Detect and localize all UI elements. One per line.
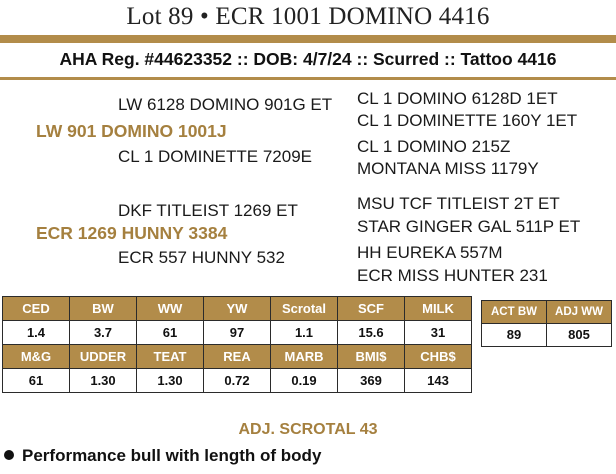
actual-value-row (482, 324, 612, 347)
epd-value-teat: 1.30 (137, 369, 204, 393)
pedigree-ddd: ECR MISS HUNTER 231 (357, 266, 548, 285)
epd-value-chb: 143 (405, 369, 472, 393)
epd-header-scrotal: Scrotal (271, 297, 338, 321)
note-text: Performance bull with length of body (22, 446, 322, 465)
title-rule (0, 35, 616, 43)
epd-header-udder: UDDER (70, 345, 137, 369)
bullet-icon (4, 450, 14, 460)
actual-weights-table (481, 300, 612, 347)
actual-value-adj-ww: 805 (547, 324, 612, 347)
epd-value-milk: 31 (405, 321, 472, 345)
epd-value-rea: 0.72 (204, 369, 271, 393)
epd-header-mg: M&G (3, 345, 70, 369)
epd-value-ww: 61 (137, 321, 204, 345)
actual-header-act-bw: ACT BW (482, 301, 547, 324)
adj-scrotal: ADJ. SCROTAL 43 (238, 421, 378, 438)
pedigree-sdd: MONTANA MISS 1179Y (357, 159, 539, 178)
epd-header-teat: TEAT (137, 345, 204, 369)
epd-value-scrotal: 1.1 (271, 321, 338, 345)
epd-header-row-1 (3, 297, 472, 321)
epd-value-row-2 (3, 369, 472, 393)
epd-header-ced: CED (3, 297, 70, 321)
registration-rule (0, 77, 616, 80)
epd-header-rea: REA (204, 345, 271, 369)
pedigree-sds: CL 1 DOMINO 215Z (357, 137, 511, 156)
pedigree-ssd: CL 1 DOMINETTE 160Y 1ET (357, 111, 578, 130)
epd-header-scf: SCF (338, 297, 405, 321)
epd-header-milk: MILK (405, 297, 472, 321)
pedigree-sire-sire: LW 6128 DOMINO 901G ET (118, 95, 333, 114)
pedigree-dds: HH EUREKA 557M (357, 243, 503, 262)
actual-header-row (482, 301, 612, 324)
epd-value-mg: 61 (3, 369, 70, 393)
epd-value-marb: 0.19 (271, 369, 338, 393)
epd-value-bw: 3.7 (70, 321, 137, 345)
epd-header-marb: MARB (271, 345, 338, 369)
actual-value-act-bw: 89 (482, 324, 547, 347)
epd-header-bw: BW (70, 297, 137, 321)
pedigree-dsd: STAR GINGER GAL 511P ET (357, 217, 581, 236)
epd-value-ced: 1.4 (3, 321, 70, 345)
epd-value-bmi: 369 (338, 369, 405, 393)
pedigree-dam-sire: DKF TITLEIST 1269 ET (118, 201, 298, 220)
epd-value-row-1 (3, 321, 472, 345)
epd-value-yw: 97 (204, 321, 271, 345)
lot-title: Lot 89 • ECR 1001 DOMINO 4416 (126, 3, 490, 30)
pedigree-sss: CL 1 DOMINO 6128D 1ET (357, 89, 558, 108)
epd-value-scf: 15.6 (338, 321, 405, 345)
actual-header-adj-ww: ADJ WW (547, 301, 612, 324)
epd-header-yw: YW (204, 297, 271, 321)
note-item (4, 445, 321, 467)
epd-header-bmi: BMI$ (338, 345, 405, 369)
pedigree-dam-dam: ECR 557 HUNNY 532 (118, 248, 285, 267)
registration-line: AHA Reg. #44623352 :: DOB: 4/7/24 :: Scurred :: Tattoo 4416 (59, 49, 557, 69)
pedigree-dam: ECR 1269 HUNNY 3384 (36, 223, 228, 243)
pedigree-dss: MSU TCF TITLEIST 2T ET (357, 194, 560, 213)
epd-header-row-2 (3, 345, 472, 369)
epd-header-chb: CHB$ (405, 345, 472, 369)
epd-value-udder: 1.30 (70, 369, 137, 393)
pedigree-sire-dam: CL 1 DOMINETTE 7209E (118, 147, 312, 166)
pedigree-sire: LW 901 DOMINO 1001J (36, 121, 227, 141)
epd-table (2, 296, 472, 393)
epd-header-ww: WW (137, 297, 204, 321)
